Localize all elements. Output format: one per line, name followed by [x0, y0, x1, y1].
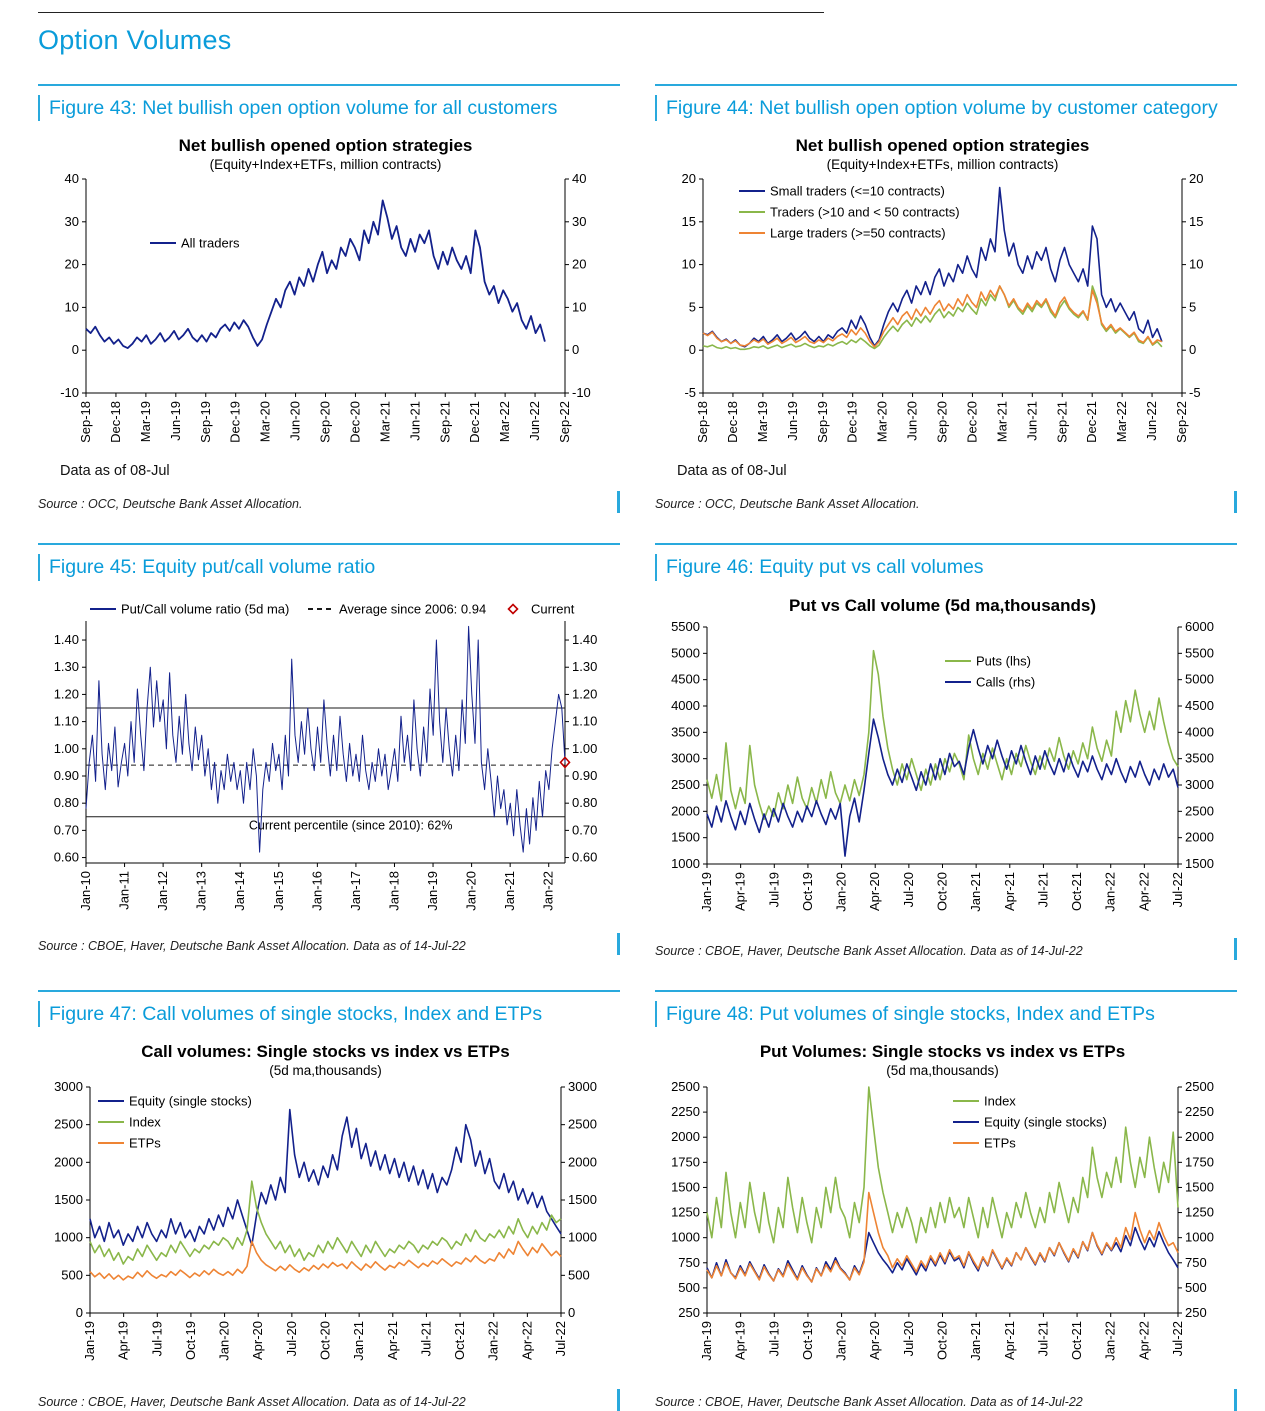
figure-top-rule — [655, 84, 1237, 86]
svg-text:(Equity+Index+ETFs, million co: (Equity+Index+ETFs, million contracts) — [209, 157, 442, 173]
svg-text:5500: 5500 — [1185, 644, 1214, 660]
figure-top-rule — [38, 543, 620, 545]
svg-text:Small traders (<=10 contracts): Small traders (<=10 contracts) — [770, 183, 945, 199]
figure-45-source-row — [38, 933, 620, 955]
svg-text:Jun-19: Jun-19 — [167, 401, 183, 442]
figure-43-panel — [38, 84, 620, 513]
svg-text:1.10: 1.10 — [572, 713, 598, 729]
svg-text:40: 40 — [64, 171, 79, 187]
svg-text:500: 500 — [1185, 1279, 1207, 1295]
figure-43-source-row — [38, 491, 620, 513]
svg-text:1500: 1500 — [1185, 1179, 1214, 1195]
svg-text:500: 500 — [61, 1267, 83, 1283]
svg-text:15: 15 — [1189, 214, 1204, 230]
svg-text:Call volumes: Single stocks vs: Call volumes: Single stocks vs index vs ETPs — [141, 1041, 510, 1061]
svg-text:Oct-19: Oct-19 — [799, 871, 815, 911]
figure-top-rule — [655, 990, 1237, 992]
svg-text:Jan-20: Jan-20 — [833, 871, 849, 912]
svg-text:1250: 1250 — [1185, 1204, 1214, 1220]
svg-text:Jun-22: Jun-22 — [527, 401, 543, 442]
svg-text:Jul-22: Jul-22 — [553, 1320, 568, 1357]
svg-text:Sep-21: Sep-21 — [437, 401, 453, 444]
svg-text:2000: 2000 — [671, 1129, 700, 1145]
svg-text:Sep-19: Sep-19 — [197, 401, 213, 444]
svg-text:Dec-19: Dec-19 — [227, 401, 243, 444]
figure-47-source-row — [38, 1389, 620, 1411]
svg-text:4500: 4500 — [671, 671, 700, 687]
figure-45-source: Source : CBOE, Haver, Deutsche Bank Asset Allocation. Data as of 14-Jul-22 — [38, 938, 466, 953]
svg-text:Sep-22: Sep-22 — [1174, 401, 1189, 444]
svg-text:Jan-20: Jan-20 — [833, 1320, 849, 1361]
figure-top-rule — [38, 84, 620, 86]
figure-48-panel — [655, 990, 1237, 1411]
top-rule — [38, 12, 824, 13]
svg-text:Jul-20: Jul-20 — [900, 871, 916, 908]
svg-text:(5d ma,thousands): (5d ma,thousands) — [269, 1062, 382, 1078]
svg-text:1000: 1000 — [671, 855, 700, 871]
svg-text:Jan-20: Jan-20 — [463, 870, 479, 911]
svg-text:Apr-21: Apr-21 — [1001, 871, 1017, 911]
svg-text:Jan-22: Jan-22 — [540, 870, 556, 911]
svg-text:Sep-20: Sep-20 — [317, 401, 333, 444]
figure-48-heading: Figure 48: Put volumes of single stocks, Index and ETPs — [655, 1001, 1237, 1027]
svg-text:Current percentile (since 2010: Current percentile (since 2010): 62% — [248, 818, 453, 833]
svg-text:Jan-12: Jan-12 — [155, 870, 171, 911]
svg-text:Dec-20: Dec-20 — [964, 401, 980, 444]
svg-text:ETPs: ETPs — [129, 1135, 161, 1151]
svg-text:10: 10 — [681, 256, 696, 272]
svg-text:0: 0 — [572, 342, 580, 358]
svg-text:2000: 2000 — [1185, 829, 1214, 845]
figure-48-source-row — [655, 1389, 1237, 1411]
svg-text:Jan-18: Jan-18 — [386, 870, 402, 911]
svg-text:1000: 1000 — [568, 1229, 597, 1245]
svg-text:Put/Call volume ratio (5d ma): Put/Call volume ratio (5d ma) — [121, 601, 290, 617]
svg-text:2500: 2500 — [1185, 1078, 1214, 1094]
svg-text:1.30: 1.30 — [53, 658, 79, 674]
svg-text:Dec-21: Dec-21 — [467, 401, 483, 444]
svg-text:2000: 2000 — [568, 1154, 597, 1170]
svg-text:Jan-13: Jan-13 — [193, 870, 209, 911]
svg-text:Jan-21: Jan-21 — [351, 1320, 367, 1361]
svg-text:Jul-20: Jul-20 — [900, 1320, 916, 1357]
svg-text:1.30: 1.30 — [572, 658, 598, 674]
figure-47-panel — [38, 990, 620, 1411]
svg-text:Sep-18: Sep-18 — [695, 401, 710, 444]
svg-text:Jan-21: Jan-21 — [502, 870, 518, 911]
svg-text:30: 30 — [64, 214, 79, 230]
svg-text:2250: 2250 — [1185, 1104, 1214, 1120]
figure-46-chart — [655, 591, 1230, 926]
svg-text:Oct-21: Oct-21 — [452, 1320, 468, 1360]
svg-text:0.60: 0.60 — [53, 849, 79, 865]
svg-text:20: 20 — [64, 256, 79, 272]
figure-47-source: Source : CBOE, Haver, Deutsche Bank Asset Allocation. Data as of 14-Jul-22 — [38, 1394, 466, 1409]
svg-text:1000: 1000 — [54, 1229, 83, 1245]
svg-text:3500: 3500 — [1185, 750, 1214, 766]
svg-text:Dec-18: Dec-18 — [724, 401, 740, 444]
svg-text:750: 750 — [678, 1254, 700, 1270]
svg-text:1.00: 1.00 — [572, 740, 598, 756]
svg-text:Mar-20: Mar-20 — [257, 401, 273, 443]
svg-text:-5: -5 — [1189, 385, 1201, 401]
svg-text:Oct-19: Oct-19 — [182, 1320, 198, 1360]
svg-text:Jan-17: Jan-17 — [347, 870, 363, 911]
svg-text:Jul-20: Jul-20 — [283, 1320, 299, 1357]
figure-44-source: Source : OCC, Deutsche Bank Asset Allocation. — [655, 497, 920, 512]
svg-text:2500: 2500 — [671, 776, 700, 792]
svg-text:1.40: 1.40 — [572, 631, 598, 647]
svg-text:Apr-21: Apr-21 — [1001, 1320, 1017, 1360]
svg-text:Put vs Call volume (5d ma,thou: Put vs Call volume (5d ma,thousands) — [788, 595, 1097, 615]
figure-45-chart — [38, 591, 613, 921]
svg-text:0.80: 0.80 — [572, 794, 598, 810]
svg-text:1500: 1500 — [1185, 855, 1214, 871]
figure-grid — [38, 84, 1237, 1411]
svg-text:0: 0 — [688, 342, 696, 358]
svg-text:Oct-20: Oct-20 — [934, 1320, 950, 1360]
figure-48-source: Source : CBOE, Haver, Deutsche Bank Asset Allocation. Data as of 14-Jul-22 — [655, 1394, 1083, 1409]
figure-end-bar — [617, 933, 620, 955]
svg-text:Jan-19: Jan-19 — [699, 871, 714, 912]
svg-text:Jan-19: Jan-19 — [699, 1320, 714, 1361]
page-title: Option Volumes — [38, 25, 232, 55]
svg-text:Jul-22: Jul-22 — [1170, 871, 1185, 908]
svg-text:Jan-10: Jan-10 — [78, 870, 93, 911]
svg-text:Jan-22: Jan-22 — [1102, 871, 1118, 912]
svg-text:Jan-11: Jan-11 — [116, 870, 132, 910]
svg-text:Index: Index — [984, 1093, 1016, 1109]
svg-text:Puts (lhs): Puts (lhs) — [976, 653, 1031, 669]
svg-text:5500: 5500 — [671, 618, 700, 634]
figure-end-bar — [617, 491, 620, 513]
svg-text:20: 20 — [572, 256, 587, 272]
svg-text:(Equity+Index+ETFs, million co: (Equity+Index+ETFs, million contracts) — [826, 157, 1059, 173]
svg-text:10: 10 — [64, 299, 79, 315]
svg-text:2500: 2500 — [671, 1078, 700, 1094]
svg-text:Apr-22: Apr-22 — [1136, 871, 1152, 911]
svg-text:Jan-19: Jan-19 — [82, 1320, 97, 1361]
svg-text:750: 750 — [1185, 1254, 1207, 1270]
svg-text:Equity (single stocks): Equity (single stocks) — [984, 1114, 1107, 1130]
figure-45-panel — [38, 543, 620, 959]
svg-text:6000: 6000 — [1185, 618, 1214, 634]
svg-text:0.70: 0.70 — [53, 821, 79, 837]
svg-text:Sep-19: Sep-19 — [814, 401, 830, 444]
svg-text:500: 500 — [568, 1267, 590, 1283]
svg-text:ETPs: ETPs — [984, 1135, 1016, 1151]
svg-text:Jul-19: Jul-19 — [149, 1320, 165, 1357]
svg-text:Jan-15: Jan-15 — [270, 870, 286, 911]
svg-text:250: 250 — [678, 1304, 700, 1320]
svg-text:4500: 4500 — [1185, 697, 1214, 713]
svg-text:0: 0 — [568, 1304, 576, 1320]
svg-text:Calls (rhs): Calls (rhs) — [976, 674, 1036, 690]
svg-text:Average since 2006: 0.94: Average since 2006: 0.94 — [339, 601, 487, 617]
svg-text:Traders (>10 and < 50 contract: Traders (>10 and < 50 contracts) — [770, 204, 960, 220]
svg-text:-10: -10 — [60, 385, 79, 401]
figure-end-bar — [617, 1389, 620, 1411]
svg-text:Jan-16: Jan-16 — [309, 870, 325, 911]
svg-text:0: 0 — [1189, 342, 1197, 358]
svg-text:2000: 2000 — [671, 802, 700, 818]
svg-text:Mar-21: Mar-21 — [994, 401, 1010, 443]
svg-text:Jan-21: Jan-21 — [968, 871, 984, 912]
svg-text:1.20: 1.20 — [572, 686, 598, 702]
svg-text:0.80: 0.80 — [53, 794, 79, 810]
svg-text:40: 40 — [572, 171, 587, 187]
svg-text:3000: 3000 — [568, 1078, 597, 1094]
svg-text:3000: 3000 — [54, 1078, 83, 1094]
svg-text:Jul-19: Jul-19 — [766, 871, 782, 908]
svg-text:All traders: All traders — [181, 235, 240, 251]
svg-text:Equity (single stocks): Equity (single stocks) — [129, 1093, 252, 1109]
figure-46-source-row — [655, 938, 1237, 960]
svg-text:Mar-22: Mar-22 — [497, 401, 513, 443]
svg-text:1.20: 1.20 — [53, 686, 79, 702]
svg-text:1.10: 1.10 — [53, 713, 79, 729]
svg-text:Mar-21: Mar-21 — [377, 401, 393, 443]
svg-text:-10: -10 — [572, 385, 591, 401]
svg-text:Mar-19: Mar-19 — [137, 401, 153, 443]
svg-text:Jun-19: Jun-19 — [784, 401, 800, 442]
figure-43-source: Source : OCC, Deutsche Bank Asset Allocation. — [38, 497, 303, 512]
figure-top-rule — [655, 543, 1237, 545]
svg-text:4000: 4000 — [1185, 723, 1214, 739]
svg-text:Sep-18: Sep-18 — [78, 401, 93, 444]
figure-45-heading: Figure 45: Equity put/call volume ratio — [38, 554, 620, 580]
svg-text:Index: Index — [129, 1114, 161, 1130]
svg-text:1250: 1250 — [671, 1204, 700, 1220]
svg-text:Oct-20: Oct-20 — [934, 871, 950, 911]
svg-text:Apr-21: Apr-21 — [384, 1320, 400, 1360]
svg-text:2000: 2000 — [54, 1154, 83, 1170]
svg-text:Put Volumes: Single stocks vs: Put Volumes: Single stocks vs index vs ETPs — [759, 1041, 1126, 1061]
svg-text:-5: -5 — [684, 385, 696, 401]
svg-text:5: 5 — [1189, 299, 1197, 315]
svg-text:500: 500 — [678, 1279, 700, 1295]
svg-text:1500: 1500 — [568, 1191, 597, 1207]
svg-text:2500: 2500 — [568, 1116, 597, 1132]
svg-text:3000: 3000 — [1185, 776, 1214, 792]
svg-text:Apr-20: Apr-20 — [867, 1320, 883, 1360]
svg-text:Dec-19: Dec-19 — [844, 401, 860, 444]
svg-text:Jul-21: Jul-21 — [1035, 1320, 1051, 1357]
figure-end-bar — [1234, 938, 1237, 960]
svg-text:3000: 3000 — [671, 750, 700, 766]
figure-44-panel — [655, 84, 1237, 513]
svg-text:Oct-20: Oct-20 — [317, 1320, 333, 1360]
svg-text:Jan-19: Jan-19 — [425, 870, 441, 911]
svg-text:0.70: 0.70 — [572, 821, 598, 837]
svg-text:Sep-21: Sep-21 — [1054, 401, 1070, 444]
svg-text:1000: 1000 — [671, 1229, 700, 1245]
svg-text:Oct-21: Oct-21 — [1069, 871, 1085, 911]
svg-text:Apr-20: Apr-20 — [867, 871, 883, 911]
svg-text:Current: Current — [531, 601, 575, 617]
svg-text:1500: 1500 — [54, 1191, 83, 1207]
svg-text:1.00: 1.00 — [53, 740, 79, 756]
svg-text:Jan-21: Jan-21 — [968, 1320, 984, 1361]
svg-text:Apr-19: Apr-19 — [732, 1320, 748, 1360]
figure-44-source-row — [655, 491, 1237, 513]
svg-text:1750: 1750 — [1185, 1154, 1214, 1170]
figure-top-rule — [38, 990, 620, 992]
svg-text:15: 15 — [681, 214, 696, 230]
figure-44-data-note: Data as of 08-Jul — [677, 463, 787, 480]
svg-text:0.90: 0.90 — [53, 767, 79, 783]
svg-text:1500: 1500 — [671, 829, 700, 845]
figure-44-heading: Figure 44: Net bullish open option volume by customer category — [655, 95, 1237, 121]
figure-43-data-note: Data as of 08-Jul — [60, 463, 170, 480]
svg-text:Oct-21: Oct-21 — [1069, 1320, 1085, 1360]
svg-text:Jul-21: Jul-21 — [1035, 871, 1051, 908]
svg-text:Jun-21: Jun-21 — [407, 401, 423, 442]
svg-text:Apr-19: Apr-19 — [732, 871, 748, 911]
svg-text:Sep-20: Sep-20 — [934, 401, 950, 444]
svg-text:Mar-19: Mar-19 — [754, 401, 770, 443]
svg-text:Jan-14: Jan-14 — [232, 870, 248, 911]
svg-text:Jun-21: Jun-21 — [1024, 401, 1040, 442]
svg-text:0: 0 — [71, 342, 79, 358]
figure-46-heading: Figure 46: Equity put vs call volumes — [655, 554, 1237, 580]
svg-text:1500: 1500 — [671, 1179, 700, 1195]
svg-text:Mar-20: Mar-20 — [874, 401, 890, 443]
svg-text:10: 10 — [572, 299, 587, 315]
svg-text:Jun-20: Jun-20 — [904, 401, 920, 442]
svg-text:Mar-22: Mar-22 — [1114, 401, 1130, 443]
figure-47-heading: Figure 47: Call volumes of single stocks, Index and ETPs — [38, 1001, 620, 1027]
svg-text:Apr-19: Apr-19 — [115, 1320, 131, 1360]
svg-text:Jul-22: Jul-22 — [1170, 1320, 1185, 1357]
figure-43-chart — [38, 131, 613, 461]
svg-text:2500: 2500 — [1185, 802, 1214, 818]
svg-text:250: 250 — [1185, 1304, 1207, 1320]
svg-text:0.90: 0.90 — [572, 767, 598, 783]
svg-text:Dec-20: Dec-20 — [347, 401, 363, 444]
svg-text:3500: 3500 — [671, 723, 700, 739]
svg-text:0.60: 0.60 — [572, 849, 598, 865]
svg-text:(5d ma,thousands): (5d ma,thousands) — [886, 1062, 999, 1078]
svg-text:Oct-19: Oct-19 — [799, 1320, 815, 1360]
svg-text:Sep-22: Sep-22 — [557, 401, 572, 444]
svg-text:20: 20 — [1189, 171, 1204, 187]
svg-text:5000: 5000 — [671, 644, 700, 660]
svg-text:Jun-20: Jun-20 — [287, 401, 303, 442]
svg-text:5000: 5000 — [1185, 671, 1214, 687]
svg-text:2500: 2500 — [54, 1116, 83, 1132]
svg-text:Net bullish opened option stra: Net bullish opened option strategies — [178, 136, 473, 156]
svg-text:2000: 2000 — [1185, 1129, 1214, 1145]
svg-text:Apr-22: Apr-22 — [519, 1320, 535, 1360]
figure-48-chart — [655, 1037, 1230, 1377]
figure-end-bar — [1234, 1389, 1237, 1411]
svg-text:10: 10 — [1189, 256, 1204, 272]
figure-46-panel — [655, 543, 1237, 959]
svg-text:Jan-20: Jan-20 — [216, 1320, 232, 1361]
svg-text:Dec-18: Dec-18 — [107, 401, 123, 444]
svg-text:30: 30 — [572, 214, 587, 230]
svg-text:1000: 1000 — [1185, 1229, 1214, 1245]
svg-text:Jan-22: Jan-22 — [1102, 1320, 1118, 1361]
figure-46-source: Source : CBOE, Haver, Deutsche Bank Asset Allocation. Data as of 14-Jul-22 — [655, 943, 1083, 958]
svg-text:Jan-22: Jan-22 — [485, 1320, 501, 1361]
svg-text:1.40: 1.40 — [53, 631, 79, 647]
svg-text:2250: 2250 — [671, 1104, 700, 1120]
svg-text:Large traders (>=50 contracts): Large traders (>=50 contracts) — [770, 225, 946, 241]
svg-text:20: 20 — [681, 171, 696, 187]
figure-44-chart — [655, 131, 1230, 461]
svg-text:Apr-22: Apr-22 — [1136, 1320, 1152, 1360]
svg-text:Dec-21: Dec-21 — [1084, 401, 1100, 444]
svg-text:Net bullish opened option stra: Net bullish opened option strategies — [795, 136, 1090, 156]
svg-text:Jun-22: Jun-22 — [1144, 401, 1160, 442]
svg-text:Jul-19: Jul-19 — [766, 1320, 782, 1357]
figure-43-heading: Figure 43: Net bullish open option volume for all customers — [38, 95, 620, 121]
svg-text:1750: 1750 — [671, 1154, 700, 1170]
svg-text:4000: 4000 — [671, 697, 700, 713]
svg-text:0: 0 — [75, 1304, 83, 1320]
svg-text:5: 5 — [688, 299, 696, 315]
figure-end-bar — [1234, 491, 1237, 513]
figure-47-chart — [38, 1037, 613, 1377]
svg-text:Jul-21: Jul-21 — [418, 1320, 434, 1357]
svg-text:Apr-20: Apr-20 — [250, 1320, 266, 1360]
